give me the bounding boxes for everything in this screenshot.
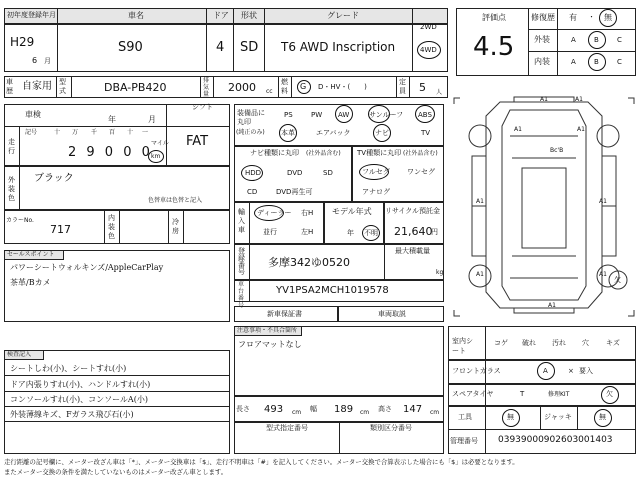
dims-width: 189	[334, 404, 354, 415]
seat-yogore: 汚れ	[552, 339, 566, 347]
selling-label: セールスポイント	[7, 251, 55, 258]
equip-pw: PW	[311, 111, 323, 119]
manual: 車両取説	[378, 310, 406, 318]
ac-label: 冷房	[172, 218, 179, 235]
check-year: 年	[108, 115, 116, 124]
equip-aw: AW	[338, 111, 350, 119]
tv-analog: アナログ	[362, 188, 390, 196]
inspector-rule-4	[4, 421, 230, 422]
dmg-a1-2: A1	[575, 96, 583, 103]
color-code-label: カラーNo.	[6, 217, 34, 224]
len-label: 長さ	[236, 405, 250, 413]
tv-sub: (社外品含む)	[403, 150, 438, 157]
tools-label: 工具	[458, 413, 472, 421]
import-right: 右H	[301, 209, 314, 217]
digit-2: 万	[72, 129, 79, 136]
disp-label: 排気量	[203, 77, 210, 98]
inspector-line-1: シートしわ(小)、シートすれ(小)	[10, 364, 127, 373]
footer-line-2: またメーター交換の条件を満たしていないものはメーター改ざん車とします。	[4, 468, 228, 476]
model-label: 車名	[128, 11, 144, 20]
equip-tv: TV	[421, 129, 431, 137]
score-label: 評価点	[482, 13, 506, 22]
reg-value: 多摩342ゆ0520	[268, 256, 350, 269]
drive-2wd: 2WD	[420, 23, 437, 31]
int-color-label: 内装色	[108, 214, 115, 240]
car-diagram	[452, 96, 636, 324]
mgmt-label: 管理番号	[450, 437, 478, 445]
import-parallel: 並行	[263, 228, 277, 236]
equip-sunroof: サンルーフ	[369, 111, 404, 119]
navi-dvd: DVD	[287, 169, 303, 177]
first-reg-year: H29	[10, 35, 35, 49]
recycle-label: リサイクル預託金	[385, 207, 441, 215]
navi-sub: (社外品含む)	[306, 150, 341, 157]
door-label: ドア	[213, 11, 229, 20]
cap-value: 5	[419, 81, 426, 94]
cap-unit: 人	[436, 89, 443, 96]
max-load-unit: kg	[436, 269, 444, 276]
selling-line-2: 茶革/Bカメ	[10, 278, 51, 287]
jack-no: 無	[599, 413, 606, 421]
repair-label: 修復歴	[531, 13, 555, 22]
shape-value: SD	[240, 40, 259, 55]
first-reg-label: 初年度登録年月	[7, 11, 56, 19]
repair-yes: 有	[569, 13, 577, 22]
equip-sub: (純正のみ)	[236, 129, 265, 136]
max-load-label: 最大積載量	[395, 247, 430, 255]
inspector-line-3: コンソールすれ(小)、コンソールA(小)	[10, 395, 148, 404]
fuel-label: 燃料	[281, 78, 288, 95]
chassis-value: YV1PSA2MCH1019578	[276, 285, 389, 296]
ext-a: A	[571, 36, 576, 44]
digits-label: 記号	[25, 129, 38, 136]
int-label: 内装	[534, 57, 550, 66]
import-label: 輸入車	[238, 208, 245, 234]
spare-label: スペアタイヤ	[452, 390, 494, 398]
hei-label: 高さ	[378, 405, 392, 413]
equip-navi: ナビ	[375, 129, 389, 137]
check-month: 月	[148, 115, 156, 124]
dmg-a1-3: A1	[514, 126, 522, 133]
km-label: km	[151, 153, 161, 160]
model-year-unknown: 不明	[364, 229, 378, 237]
int-b: B	[594, 58, 599, 66]
int-c: C	[617, 58, 622, 66]
fuel-rest: D・HV・( )	[318, 83, 367, 91]
color-note: 色替車は色替と記入	[148, 197, 203, 204]
equip-airbag: エアバック	[316, 129, 351, 137]
dmg-a1-4: A1	[577, 126, 585, 133]
shift-value: FAT	[186, 134, 209, 149]
use-value: 自家用	[22, 81, 52, 92]
navi-sd: SD	[323, 169, 333, 177]
grade-label: グレード	[327, 11, 359, 20]
equip-label: 装備品に丸印	[237, 109, 265, 126]
digit-1: 十	[54, 129, 61, 136]
spec-type-label: 型式指定番号	[266, 424, 308, 432]
equip-abs: ABS	[418, 111, 432, 119]
spare-kit: 修理KIT	[548, 391, 570, 398]
inspector-rule-3	[4, 406, 230, 407]
selling-line-1: パワーシートウォルキンズ/AppleCarPlay	[10, 263, 164, 272]
repair-dot: ・	[588, 13, 595, 21]
dmg-a1-5: A1	[476, 198, 484, 205]
spec-class-label: 類別区分番号	[370, 424, 412, 432]
seat-ana: 穴	[582, 339, 589, 347]
reg-label: 登録番号	[238, 247, 245, 276]
mileage-value: 2 9 0 0 0	[68, 145, 153, 160]
use-label: 車歴	[6, 78, 13, 95]
inspector-rule-1	[4, 375, 230, 376]
digit-4: 百	[109, 129, 116, 136]
dmg-a1-8: A1	[599, 271, 607, 278]
model-year-label: モデル年式	[332, 207, 372, 216]
tv-fullseg: フルセグ	[362, 168, 390, 176]
inspector-line-2: ドア内張りすれ(小)、ハンドルすれ(小)	[10, 380, 151, 389]
type-label: 型式	[59, 78, 66, 95]
navi-hdd: HDD	[245, 169, 262, 177]
dims-height: 147	[403, 404, 423, 415]
shift-label: シフト	[192, 103, 213, 111]
model-value: S90	[118, 40, 143, 55]
ext-b: B	[594, 36, 599, 44]
color-value: ブラック	[34, 173, 74, 184]
fuel-g: G	[300, 82, 307, 91]
navi-label: ナビ種類に丸印	[250, 149, 299, 157]
tv-oneseg: ワンセグ	[407, 168, 435, 176]
run-label: 走行	[8, 138, 15, 155]
inspector-line-4: 外装薄線キズ、Fガラス飛び石(小)	[10, 410, 134, 419]
grade-value: T6 AWD Inscription	[281, 40, 396, 54]
notes-value: フロアマットなし	[238, 340, 302, 349]
digit-3: 千	[91, 129, 98, 136]
fglass-req: 要入	[579, 367, 593, 375]
equip-leather: 本革	[281, 129, 295, 137]
dmg-bcb: Bc'B	[550, 147, 564, 154]
model-year-year: 年	[347, 229, 354, 237]
mile-label: マイル	[151, 140, 169, 147]
repair-no: 無	[604, 13, 612, 22]
cap-label: 定員	[399, 78, 406, 95]
import-left: 左H	[301, 228, 314, 236]
ext-label: 外装	[534, 35, 550, 44]
inspector-rule-2	[4, 391, 230, 392]
dims-length: 493	[264, 404, 284, 415]
fglass-x: ×	[568, 367, 574, 375]
seat-koge: コゲ	[494, 339, 508, 347]
tv-label: TV種類に丸印	[357, 149, 402, 157]
navi-dvd-play: DVD再生可	[276, 188, 313, 196]
recycle-unit: 円	[431, 228, 438, 236]
import-dealer: ディーラー	[257, 209, 292, 217]
shape-label: 形状	[241, 11, 257, 20]
drive-cell	[412, 8, 448, 72]
int-a: A	[571, 58, 576, 66]
digit-6: 一	[142, 129, 149, 136]
len-unit: cm	[292, 409, 302, 416]
dmg-a1-1: A1	[540, 96, 548, 103]
digit-5: 十	[127, 129, 134, 136]
month-unit: 月	[44, 57, 51, 65]
dmg-a1-6: A1	[599, 198, 607, 205]
notes-label: 注意事項・不具合箇所	[237, 327, 298, 334]
hei-unit: cm	[430, 409, 440, 416]
dmg-a1-7: A1	[476, 271, 484, 278]
disp-unit: cc	[266, 88, 273, 95]
type-value: DBA-PB420	[104, 81, 167, 94]
fglass-label: フロントガラス	[452, 367, 501, 375]
drive-4wd: 4WD	[420, 46, 437, 54]
inspector-label: 検査記入	[7, 351, 32, 358]
equip-ps: PS	[284, 111, 293, 119]
recycle-value: 21,640	[394, 225, 433, 238]
spare-t: T	[520, 390, 525, 398]
color-label: 外装色	[8, 176, 15, 202]
new-warranty: 新車保証書	[267, 310, 302, 318]
ext-c: C	[617, 36, 622, 44]
wid-unit: cm	[360, 409, 370, 416]
door-value: 4	[216, 40, 225, 55]
chassis-label: 車台番号	[238, 281, 245, 309]
disp-value: 2000	[228, 81, 256, 94]
score-value: 4.5	[473, 32, 515, 62]
notes-block	[234, 326, 444, 396]
dmg-a1-9: A1	[548, 302, 556, 309]
wid-label: 幅	[310, 405, 317, 413]
spare-no: 欠	[606, 390, 613, 398]
tools-no: 無	[507, 413, 514, 421]
color-code: 717	[50, 223, 71, 236]
mgmt-value: 03939000902603001403	[498, 435, 613, 445]
seat-kizu: キズ	[606, 339, 620, 347]
footer-line-1: 走行距離の記号欄に、メーター改ざん車は「*」、メーター交換車は「$」、走行不明車は「#」を記入してください。メーター交換で合算表示した場合にも「$」は必要となります。	[4, 458, 519, 466]
navi-cd: CD	[247, 188, 258, 196]
seat-label: 室内シート	[452, 337, 473, 355]
first-reg-month: 6	[32, 56, 38, 65]
fglass-a: A	[543, 367, 548, 375]
spare-mark: 欠	[614, 276, 621, 284]
seat-yabure: 破れ	[522, 339, 536, 347]
jack-label: ジャッキ	[544, 413, 572, 421]
check-label: 車検	[25, 110, 41, 119]
